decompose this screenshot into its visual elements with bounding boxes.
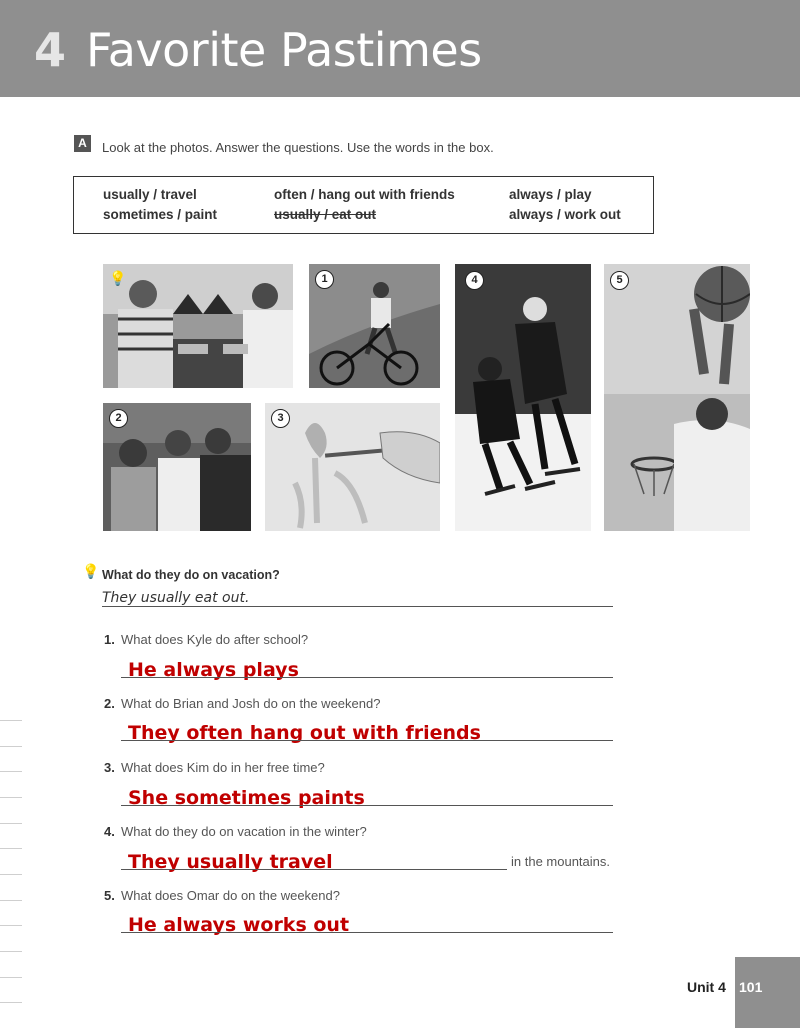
answer-text: She sometimes paints	[128, 787, 365, 809]
question-number: 2.	[104, 696, 115, 711]
margin-tick	[0, 900, 22, 901]
question-number: 5.	[104, 888, 115, 903]
photo-5-basketball	[604, 264, 750, 531]
margin-tick	[0, 1002, 22, 1003]
margin-tick	[0, 951, 22, 952]
margin-tick	[0, 874, 22, 875]
word-item: sometimes / paint	[103, 207, 218, 222]
question-text: What does Kyle do after school?	[121, 632, 309, 647]
margin-tick	[0, 823, 22, 824]
photo-1-bike	[309, 264, 440, 388]
photo-badge-1: 1	[315, 270, 334, 289]
word-item: often / hang out with friends	[274, 187, 455, 202]
footer-unit-label: Unit 4	[687, 979, 726, 995]
answer-line	[121, 932, 613, 933]
question-number: 3.	[104, 760, 115, 775]
question-number: 1.	[104, 632, 115, 647]
photo-badge-5: 5	[610, 271, 629, 290]
page-number: 101	[739, 979, 763, 995]
answer-text: They usually travel	[128, 851, 333, 873]
example-question: What do they do on vacation?	[102, 568, 280, 582]
photo-2-friends	[103, 403, 251, 531]
margin-tick	[0, 977, 22, 978]
lightbulb-icon: 💡	[82, 563, 100, 579]
question-text: What does Omar do on the weekend?	[121, 888, 340, 903]
answer-line	[121, 869, 507, 870]
word-item: always / play	[509, 187, 592, 202]
margin-tick	[0, 720, 22, 721]
answer-suffix: in the mountains.	[511, 854, 611, 869]
question-text: What do Brian and Josh do on the weekend?	[121, 696, 381, 711]
section-letter: A	[74, 135, 91, 152]
unit-header	[0, 0, 800, 97]
unit-title: Favorite Pastimes	[86, 23, 482, 77]
photo-4-skiing	[455, 264, 591, 531]
margin-tick	[0, 925, 22, 926]
answer-line	[121, 805, 613, 806]
margin-tick	[0, 797, 22, 798]
margin-tick	[0, 771, 22, 772]
question-text: What does Kim do in her free time?	[121, 760, 325, 775]
answer-text: He always plays	[128, 659, 299, 681]
footer-page-tab	[735, 957, 800, 1028]
word-item-used: usually / eat out	[274, 207, 377, 222]
answer-line	[121, 740, 613, 741]
photo-example-restaurant	[103, 264, 293, 388]
word-item: always / work out	[509, 207, 621, 222]
word-box	[73, 176, 654, 234]
question-number: 4.	[104, 824, 115, 839]
photo-badge-4: 4	[465, 271, 484, 290]
answer-text: They often hang out with friends	[128, 722, 481, 744]
answer-text: He always works out	[128, 914, 350, 936]
margin-tick	[0, 848, 22, 849]
unit-number: 4	[34, 23, 67, 77]
answer-line	[121, 677, 613, 678]
margin-tick	[0, 746, 22, 747]
photo-badge-2: 2	[109, 409, 128, 428]
section-instructions: Look at the photos. Answer the questions. Use the words in the box.	[102, 140, 494, 155]
answer-line	[102, 606, 613, 607]
question-text: What do they do on vacation in the winter?	[121, 824, 367, 839]
photo-badge-3: 3	[271, 409, 290, 428]
lightbulb-icon: 💡	[109, 270, 127, 286]
photo-3-painting	[265, 403, 440, 531]
word-item: usually / travel	[103, 187, 197, 202]
example-answer: They usually eat out.	[102, 590, 250, 606]
